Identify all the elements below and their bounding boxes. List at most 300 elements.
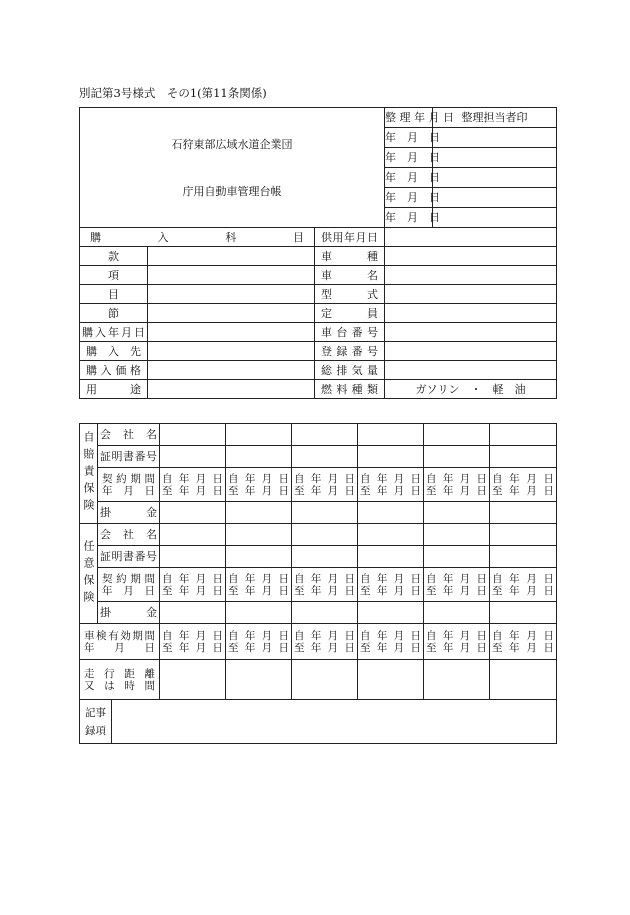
- to-label: 至: [294, 584, 305, 597]
- period-to-line: [358, 642, 423, 654]
- period-from-line: [160, 630, 225, 642]
- year-label: 年: [442, 572, 454, 585]
- month-label: 月: [261, 584, 273, 597]
- day-label: 日: [212, 484, 223, 497]
- year-label: 年: [244, 572, 256, 585]
- vehicle-row-label: 供用年月日: [315, 228, 385, 247]
- day-label: 日: [278, 641, 289, 654]
- month-label: 月: [327, 484, 339, 497]
- period-cell: [490, 624, 557, 660]
- vehicle-row-label: 登録番号: [315, 342, 385, 361]
- company-name-label: 会 社 名: [98, 424, 160, 446]
- month-label: 月: [393, 641, 405, 654]
- premium-value: [358, 502, 424, 524]
- purchase-row-label: 購入先: [80, 342, 148, 361]
- month-label: 月: [261, 484, 273, 497]
- month-label: 月: [526, 484, 537, 497]
- period-from-line: [226, 473, 291, 485]
- month-label: 月: [195, 629, 207, 642]
- date-cell: 年 月 日: [385, 168, 433, 188]
- month-label: 月: [393, 584, 405, 597]
- purchase-row-label: 購入年月日: [80, 323, 148, 342]
- from-label: 自: [294, 472, 305, 485]
- year-label: 年: [442, 472, 454, 485]
- inspection-period-label: [80, 624, 160, 660]
- month-label: 月: [526, 584, 537, 597]
- vehicle-row-label: 定 員: [315, 304, 385, 323]
- to-label: 至: [360, 484, 371, 497]
- year-label: 年: [244, 472, 256, 485]
- company-name-value: [490, 424, 557, 446]
- vehicle-row-value: [385, 361, 557, 380]
- period-to-line: [358, 585, 423, 597]
- to-label: 至: [426, 641, 437, 654]
- period-to-line: [358, 485, 423, 497]
- stamp-cell: [433, 148, 557, 168]
- year-label: 年: [178, 484, 190, 497]
- stamp-header: 整理担当者印: [433, 108, 557, 128]
- period-from-line: [160, 473, 225, 485]
- year-label: 年: [178, 572, 190, 585]
- year-label: 年: [376, 629, 388, 642]
- date-cell: 年 月 日: [385, 148, 433, 168]
- day-label: 日: [476, 472, 487, 485]
- to-label: 至: [426, 484, 437, 497]
- company-name-value: [292, 424, 358, 446]
- premium-label: 掛 金: [98, 602, 160, 624]
- day-label: 日: [543, 641, 554, 654]
- to-label: 至: [492, 641, 503, 654]
- certificate-number-value: [358, 446, 424, 468]
- month-label: 月: [327, 641, 339, 654]
- year-label: 年: [509, 484, 520, 497]
- day-label: 日: [278, 484, 289, 497]
- year-label: 年: [509, 584, 520, 597]
- purchase-row-label: 用途: [80, 380, 148, 399]
- notes-top: 記事: [85, 706, 106, 719]
- company-name-value: [490, 524, 557, 546]
- month-label: 月: [393, 472, 405, 485]
- certificate-number-value: [160, 446, 226, 468]
- day-label: 日: [410, 484, 421, 497]
- day-label: 日: [278, 584, 289, 597]
- vehicle-row-value: [385, 285, 557, 304]
- month-label: 月: [261, 572, 273, 585]
- period-cell: [490, 468, 557, 502]
- certificate-number-value: [490, 446, 557, 468]
- month-label: 月: [327, 572, 339, 585]
- purchase-row-label: 節: [80, 304, 148, 323]
- day-label: 日: [476, 629, 487, 642]
- month-label: 月: [195, 641, 207, 654]
- certificate-number-label: 証明書番号: [98, 446, 160, 468]
- month-label: 月: [393, 572, 405, 585]
- period-cell: [424, 568, 490, 602]
- certificate-number-value: [424, 446, 490, 468]
- vehicle-row-label: 型 式: [315, 285, 385, 304]
- day-label: 日: [344, 572, 355, 585]
- year-label: 年: [442, 629, 454, 642]
- year-label: 年: [376, 484, 388, 497]
- day-label: 日: [410, 641, 421, 654]
- period-cell: [160, 624, 226, 660]
- day-label: 日: [278, 629, 289, 642]
- to-label: 至: [228, 641, 239, 654]
- year-label: 年: [376, 472, 388, 485]
- period-cell: [358, 624, 424, 660]
- notes-bottom: 録項: [85, 724, 106, 737]
- year-label: 年: [310, 572, 322, 585]
- month-label: 月: [459, 584, 471, 597]
- month-label: 月: [195, 584, 207, 597]
- company-name-value: [160, 524, 226, 546]
- certificate-number-label: 証明書番号: [98, 546, 160, 568]
- certificate-number-value: [292, 546, 358, 568]
- premium-value: [160, 602, 226, 624]
- vehicle-row-value: [385, 342, 557, 361]
- month-label: 月: [459, 629, 471, 642]
- year-label: 年: [244, 584, 256, 597]
- period-cell: [226, 624, 292, 660]
- distance-value: [292, 660, 358, 700]
- purchase-subject-label: 購 入 科 目: [80, 228, 315, 247]
- period-cell: [424, 624, 490, 660]
- month-label: 月: [526, 572, 537, 585]
- vehicle-row-value: [385, 247, 557, 266]
- label-bottom-line: 年 月 日: [102, 584, 155, 597]
- certificate-number-value: [292, 446, 358, 468]
- period-from-line: [226, 630, 291, 642]
- year-label: 年: [509, 629, 520, 642]
- period-from-line: [424, 473, 489, 485]
- year-label: 年: [376, 641, 388, 654]
- from-label: 自: [360, 629, 371, 642]
- purchase-row-label: 項: [80, 266, 148, 285]
- month-label: 月: [327, 629, 339, 642]
- day-label: 日: [476, 484, 487, 497]
- company-name-value: [226, 424, 292, 446]
- period-cell: [358, 468, 424, 502]
- month-label: 月: [261, 629, 273, 642]
- year-label: 年: [442, 484, 454, 497]
- year-label: 年: [376, 584, 388, 597]
- label-top-line: 契約期間: [102, 572, 155, 585]
- to-label: 至: [492, 484, 503, 497]
- notes-label: [80, 700, 112, 744]
- form-caption: 別記第3号様式 その1(第11条関係): [79, 86, 267, 100]
- from-label: 自: [426, 572, 437, 585]
- company-name-value: [424, 424, 490, 446]
- premium-value: [292, 502, 358, 524]
- period-from-line: [160, 573, 225, 585]
- to-label: 至: [294, 484, 305, 497]
- period-cell: [160, 568, 226, 602]
- premium-value: [292, 602, 358, 624]
- period-to-line: [424, 642, 489, 654]
- vehicle-row-value: [385, 266, 557, 285]
- from-label: 自: [426, 472, 437, 485]
- month-label: 月: [526, 629, 537, 642]
- voluntary-insurance-label: 任意保険: [80, 524, 98, 624]
- distance-value: [424, 660, 490, 700]
- day-label: 日: [344, 629, 355, 642]
- compulsory-insurance-label: 自賠責保険: [80, 424, 98, 524]
- to-label: 至: [426, 584, 437, 597]
- year-label: 年: [310, 584, 322, 597]
- period-from-line: [490, 630, 556, 642]
- year-label: 年: [509, 572, 520, 585]
- vehicle-row-label: 総排気量: [315, 361, 385, 380]
- purchase-row-value: [148, 323, 315, 342]
- year-label: 年: [442, 641, 454, 654]
- premium-value: [490, 502, 557, 524]
- from-label: 自: [294, 629, 305, 642]
- day-label: 日: [344, 584, 355, 597]
- day-label: 日: [344, 641, 355, 654]
- period-from-line: [358, 573, 423, 585]
- period-cell: [358, 568, 424, 602]
- period-from-line: [490, 473, 556, 485]
- day-label: 日: [476, 572, 487, 585]
- period-from-line: [292, 473, 357, 485]
- month-label: 月: [261, 472, 273, 485]
- year-label: 年: [442, 584, 454, 597]
- period-to-line: [490, 585, 556, 597]
- period-to-line: [490, 485, 556, 497]
- day-label: 日: [543, 572, 554, 585]
- year-label: 年: [178, 641, 190, 654]
- period-from-line: [490, 573, 556, 585]
- month-label: 月: [195, 484, 207, 497]
- period-to-line: [424, 585, 489, 597]
- year-label: 年: [244, 484, 256, 497]
- from-label: 自: [162, 629, 173, 642]
- label-bottom-line: 年 月 日: [84, 641, 155, 654]
- day-label: 日: [278, 472, 289, 485]
- to-label: 至: [162, 584, 173, 597]
- org-name: 石狩東部広域水道企業団: [171, 137, 293, 151]
- month-label: 月: [393, 484, 405, 497]
- month-label: 月: [327, 472, 339, 485]
- purchase-row-label: 目: [80, 285, 148, 304]
- month-label: 月: [526, 641, 537, 654]
- year-label: 年: [509, 641, 520, 654]
- certificate-number-value: [160, 546, 226, 568]
- premium-value: [424, 602, 490, 624]
- day-label: 日: [410, 472, 421, 485]
- stamp-cell: [433, 128, 557, 148]
- company-name-value: [160, 424, 226, 446]
- distance-value: [358, 660, 424, 700]
- period-to-line: [292, 485, 357, 497]
- premium-value: [226, 602, 292, 624]
- purchase-row-label: 款: [80, 247, 148, 266]
- day-label: 日: [543, 484, 554, 497]
- vehicle-row-label: 車 名: [315, 266, 385, 285]
- stamp-cell: [433, 208, 557, 228]
- company-name-value: [292, 524, 358, 546]
- certificate-number-value: [226, 546, 292, 568]
- month-label: 月: [195, 472, 207, 485]
- day-label: 日: [278, 572, 289, 585]
- premium-value: [424, 502, 490, 524]
- month-label: 月: [393, 629, 405, 642]
- to-label: 至: [492, 584, 503, 597]
- day-label: 日: [212, 472, 223, 485]
- year-label: 年: [310, 629, 322, 642]
- period-cell: [226, 568, 292, 602]
- day-label: 日: [476, 641, 487, 654]
- purchase-row-label: 購入価格: [80, 361, 148, 380]
- premium-value: [226, 502, 292, 524]
- from-label: 自: [228, 572, 239, 585]
- day-label: 日: [543, 584, 554, 597]
- vehicle-row-label: 車 種: [315, 247, 385, 266]
- day-label: 日: [212, 572, 223, 585]
- day-label: 日: [410, 584, 421, 597]
- premium-value: [160, 502, 226, 524]
- from-label: 自: [162, 472, 173, 485]
- fuel-type-value: ガソリン ・ 軽 油: [385, 380, 557, 399]
- period-from-line: [358, 473, 423, 485]
- from-label: 自: [492, 472, 503, 485]
- year-label: 年: [376, 572, 388, 585]
- label-bottom-line: 年 月 日: [102, 484, 155, 497]
- period-from-line: [424, 573, 489, 585]
- company-name-value: [424, 524, 490, 546]
- year-label: 年: [509, 472, 520, 485]
- period-cell: [424, 468, 490, 502]
- vehicle-row-label: 燃料種類: [315, 380, 385, 399]
- period-from-line: [292, 573, 357, 585]
- month-label: 月: [459, 484, 471, 497]
- company-name-value: [226, 524, 292, 546]
- purchase-row-value: [148, 304, 315, 323]
- period-from-line: [226, 573, 291, 585]
- year-label: 年: [178, 584, 190, 597]
- month-label: 月: [261, 641, 273, 654]
- stamp-cell: [433, 188, 557, 208]
- day-label: 日: [212, 641, 223, 654]
- to-label: 至: [162, 641, 173, 654]
- distance-value: [226, 660, 292, 700]
- period-cell: [490, 568, 557, 602]
- purchase-row-value: [148, 361, 315, 380]
- insurance-table: [79, 423, 557, 744]
- day-label: 日: [410, 572, 421, 585]
- from-label: 自: [294, 572, 305, 585]
- date-cell: 年 月 日: [385, 128, 433, 148]
- period-from-line: [424, 630, 489, 642]
- period-to-line: [160, 642, 225, 654]
- year-label: 年: [178, 629, 190, 642]
- vehicle-ledger-top-table: [79, 107, 557, 228]
- year-label: 年: [244, 629, 256, 642]
- contract-period-label: [98, 568, 160, 602]
- period-from-line: [292, 630, 357, 642]
- to-label: 至: [228, 484, 239, 497]
- label-bottom-line: 又 は 時 間: [84, 679, 155, 692]
- month-label: 月: [459, 472, 471, 485]
- premium-label: 掛 金: [98, 502, 160, 524]
- period-cell: [226, 468, 292, 502]
- period-to-line: [226, 585, 291, 597]
- vehicle-row-label: 車台番号: [315, 323, 385, 342]
- ledger-title: 庁用自動車管理台帳: [182, 184, 282, 198]
- period-to-line: [160, 585, 225, 597]
- label-top-line: 車検有効期間: [84, 629, 155, 642]
- vehicle-row-value: [385, 228, 557, 247]
- period-to-line: [292, 642, 357, 654]
- from-label: 自: [426, 629, 437, 642]
- to-label: 至: [228, 584, 239, 597]
- period-to-line: [490, 642, 556, 654]
- period-to-line: [226, 642, 291, 654]
- distance-value: [490, 660, 557, 700]
- date-cell: 年 月 日: [385, 188, 433, 208]
- vehicle-row-value: [385, 323, 557, 342]
- period-cell: [292, 568, 358, 602]
- certificate-number-value: [490, 546, 557, 568]
- to-label: 至: [360, 584, 371, 597]
- purchase-row-value: [148, 266, 315, 285]
- year-label: 年: [310, 484, 322, 497]
- company-name-value: [358, 424, 424, 446]
- day-label: 日: [543, 472, 554, 485]
- premium-value: [490, 602, 557, 624]
- date-cell: 年 月 日: [385, 208, 433, 228]
- purchase-row-value: [148, 247, 315, 266]
- period-to-line: [424, 485, 489, 497]
- period-to-line: [226, 485, 291, 497]
- period-cell: [160, 468, 226, 502]
- period-cell: [292, 468, 358, 502]
- purchase-row-value: [148, 380, 315, 399]
- day-label: 日: [212, 584, 223, 597]
- purchase-row-value: [148, 285, 315, 304]
- from-label: 自: [360, 472, 371, 485]
- from-label: 自: [492, 572, 503, 585]
- date-header: 整 理 年 月 日: [385, 108, 433, 128]
- from-label: 自: [228, 629, 239, 642]
- purchase-row-value: [148, 342, 315, 361]
- day-label: 日: [212, 629, 223, 642]
- premium-value: [358, 602, 424, 624]
- day-label: 日: [543, 629, 554, 642]
- from-label: 自: [360, 572, 371, 585]
- period-cell: [292, 624, 358, 660]
- from-label: 自: [162, 572, 173, 585]
- to-label: 至: [294, 641, 305, 654]
- notes-value: [112, 700, 557, 744]
- contract-period-label: [98, 468, 160, 502]
- period-from-line: [358, 630, 423, 642]
- company-name-label: 会 社 名: [98, 524, 160, 546]
- year-label: 年: [178, 472, 190, 485]
- certificate-number-value: [424, 546, 490, 568]
- day-label: 日: [410, 629, 421, 642]
- stamp-cell: [433, 168, 557, 188]
- period-to-line: [160, 485, 225, 497]
- to-label: 至: [162, 484, 173, 497]
- to-label: 至: [360, 641, 371, 654]
- year-label: 年: [310, 641, 322, 654]
- month-label: 月: [327, 584, 339, 597]
- day-label: 日: [344, 472, 355, 485]
- year-label: 年: [244, 641, 256, 654]
- certificate-number-value: [226, 446, 292, 468]
- company-name-value: [358, 524, 424, 546]
